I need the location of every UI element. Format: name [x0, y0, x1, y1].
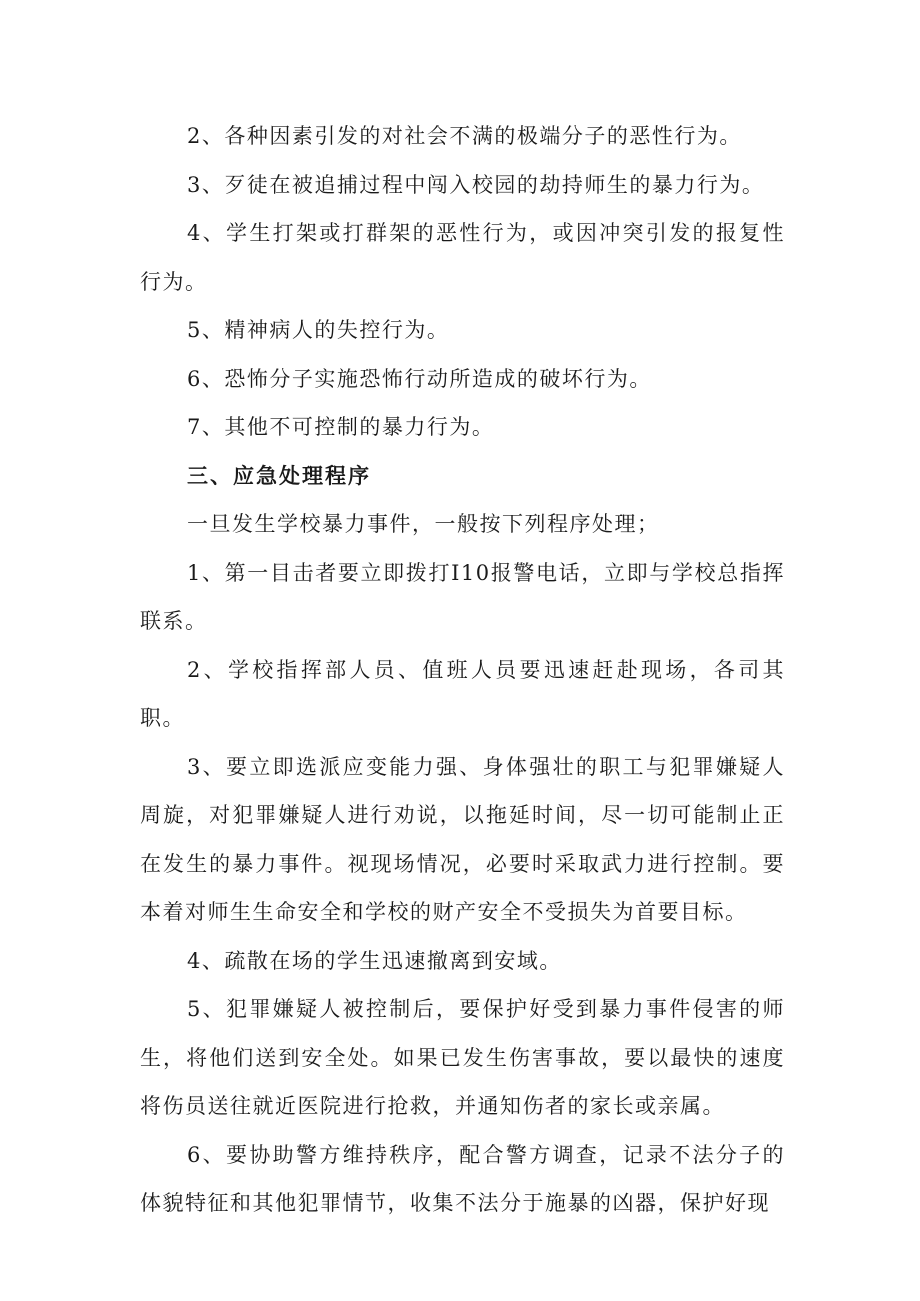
document-body	[140, 112, 785, 1228]
step-2: 2、学校指挥部人员、值班人员要迅速赶赴现场，各司其职。	[140, 657, 785, 730]
list-item-7: 7、其他不可控制的暴力行为。	[187, 415, 495, 439]
list-item-2: 2、各种因素引发的对社会不满的极端分子的恶性行为。	[187, 124, 742, 148]
list-item-5: 5、精神病人的失控行为。	[187, 318, 450, 342]
step-6: 6、要协助警方维持秩序，配合警方调查，记录不法分子的体貌特征和其他犯罪情节，收集不法分于施暴的凶器，保护好现	[140, 1142, 785, 1215]
intro-paragraph: 一旦发生学校暴力事件，一般按下列程序处理；	[187, 512, 660, 536]
list-item-4: 4、学生打架或打群架的恶性行为，或因冲突引发的报复性行为。	[140, 221, 785, 294]
step-4: 4、疏散在场的学生迅速撤离到安域。	[187, 948, 562, 973]
step-1: 1、第一目击者要立即拨打I10报警电话，立即与学校总指挥联系。	[140, 560, 785, 633]
step-3: 3、要立即选派应变能力强、身体强壮的职工与犯罪嫌疑人周旋，对犯罪嫌疑人进行劝说，以拖延时间，尽一切可能制止正在发生的暴力事件。视现场情况，必要时采取武力进行控制。要本着对师生生命安全和学校的财产安全不受损失为首要目标。	[140, 754, 785, 924]
step-5: 5、犯罪嫌疑人被控制后，要保护好受到暴力事件侵害的师生，将他们送到安全处。如果已发生伤害事故，要以最快的速度将伤员送往就近医院进行抢救，并通知伤者的家长或亲属。	[140, 997, 785, 1118]
list-item-6: 6、恐怖分子实施恐怖行动所造成的破坏行为。	[187, 366, 652, 391]
list-item-3: 3、歹徒在被追捕过程中闯入校园的劫持师生的暴力行为。	[187, 172, 765, 197]
section-heading: 三、应急处理程序	[187, 463, 371, 488]
